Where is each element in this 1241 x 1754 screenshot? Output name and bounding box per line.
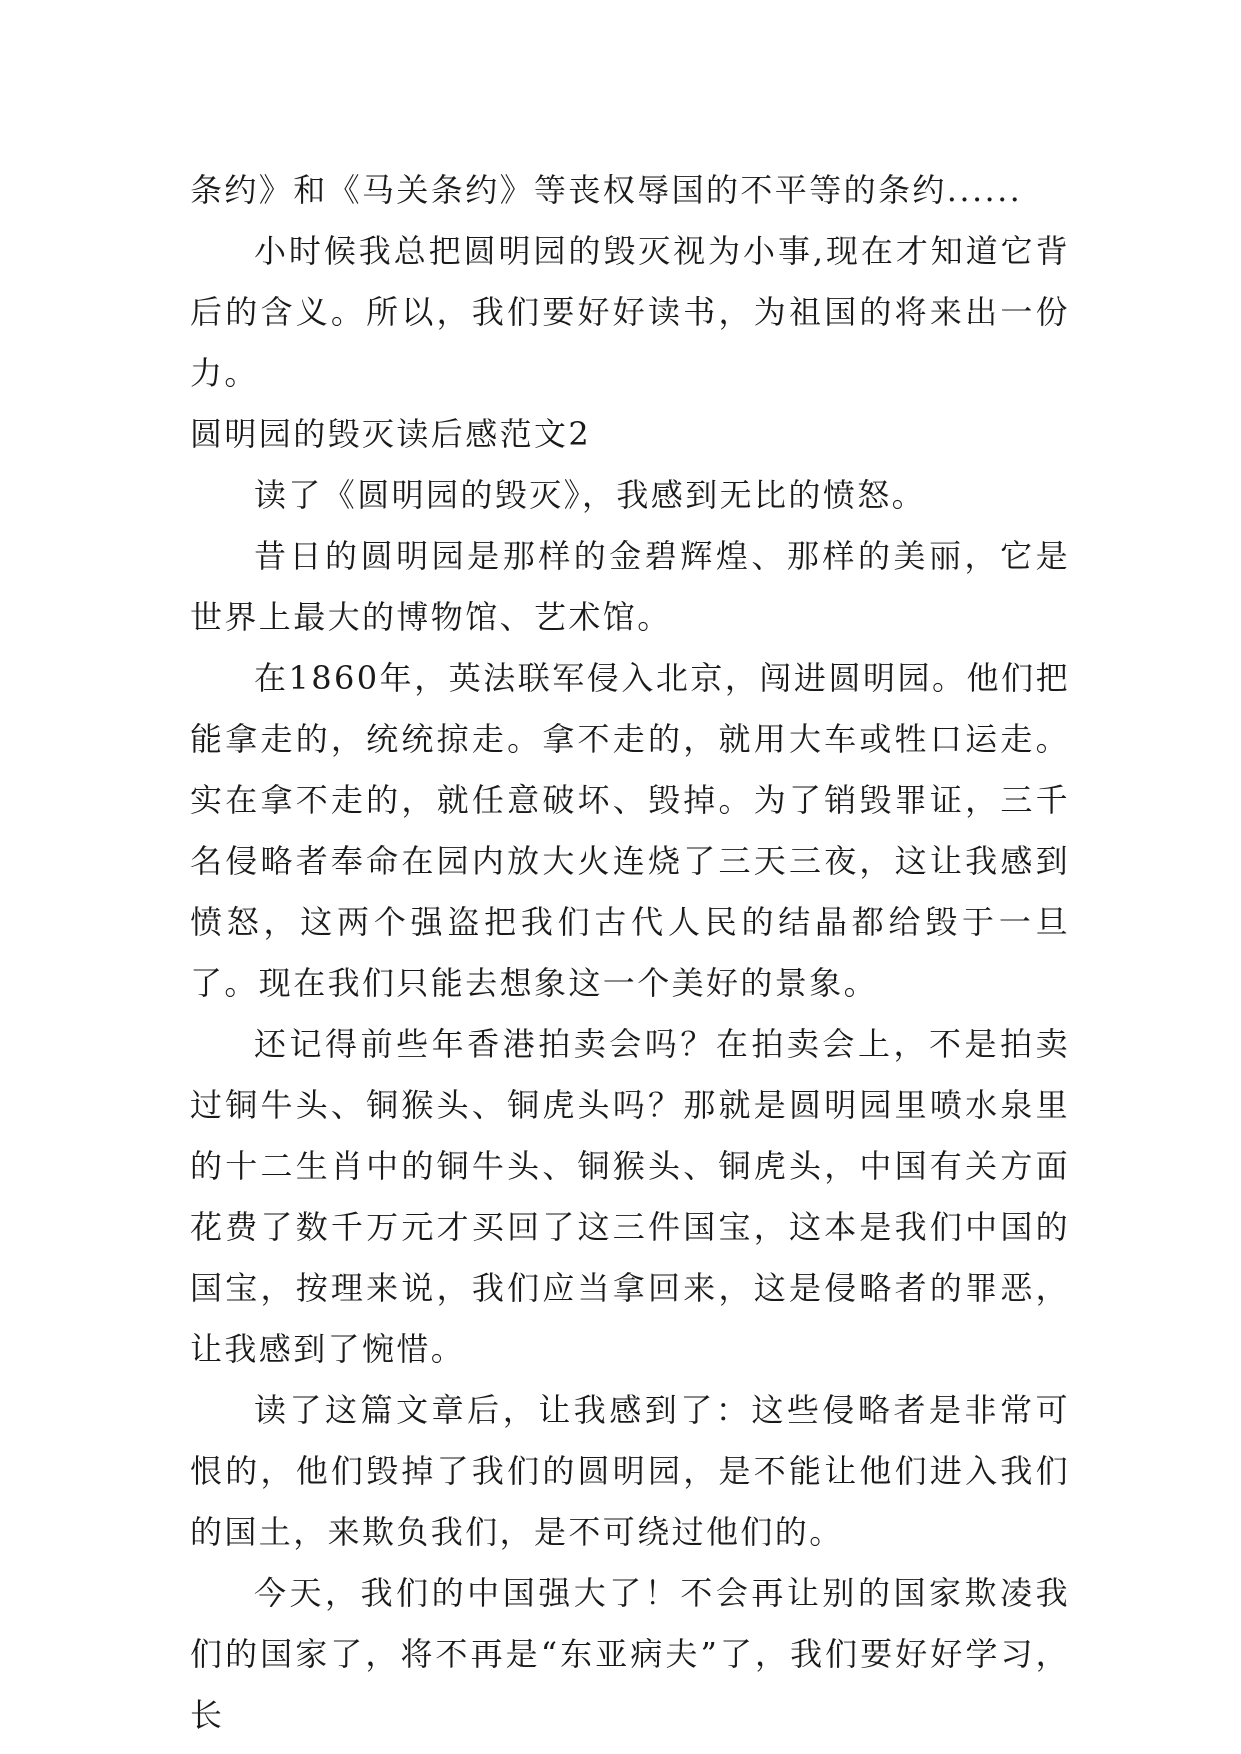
document-body (190, 160, 1070, 1746)
paragraph-former-glory: 昔日的圆明园是那样的金碧辉煌、那样的美丽，它是世界上最大的博物馆、艺术馆。 (190, 537, 1070, 636)
section-heading: 圆明园的毁灭读后感范文2 (190, 415, 592, 453)
paragraph-anger: 读了《圆明园的毁灭》，我感到无比的愤怒。 (254, 476, 927, 514)
paragraph-treaty-continuation: 条约》和《马关条约》等丧权辱国的不平等的条约...... (190, 171, 1023, 209)
paragraph-after-reading: 读了这篇文章后，让我感到了：这些侵略者是非常可恨的，他们毁掉了我们的圆明园，是不能让他们进入我们的国土，来欺负我们，是不可绕过他们的。 (190, 1391, 1070, 1551)
paragraph-hong-kong-auction: 还记得前些年香港拍卖会吗？在拍卖会上，不是拍卖过铜牛头、铜猴头、铜虎头吗？那就是圆明园里喷水泉里的十二生肖中的铜牛头、铜猴头、铜虎头，中国有关方面花费了数千万元才买回了这三件国宝，这本是我们中国的国宝，按理来说，我们应当拿回来，这是侵略者的罪恶，让我感到了惋惜。 (190, 1025, 1070, 1368)
paragraph-china-today: 今天，我们的中国强大了！不会再让别的国家欺凌我们的国家了，将不再是“东亚病夫”了，我们要好好学习，长 (190, 1574, 1070, 1734)
paragraph-childhood-reflection: 小时候我总把圆明园的毁灭视为小事,现在才知道它背后的含义。所以，我们要好好读书，为祖国的将来出一份力。 (190, 232, 1070, 392)
paragraph-1860-invasion: 在1860年，英法联军侵入北京，闯进圆明园。他们把能拿走的，统统掠走。拿不走的，就用大车或牲口运走。实在拿不走的，就任意破坏、毁掉。为了销毁罪证，三千名侵略者奉命在园内放大火连烧了三天三夜，这让我感到愤怒，这两个强盗把我们古代人民的结晶都给毁于一旦了。现在我们只能去想象这一个美好的景象。 (190, 659, 1070, 1002)
